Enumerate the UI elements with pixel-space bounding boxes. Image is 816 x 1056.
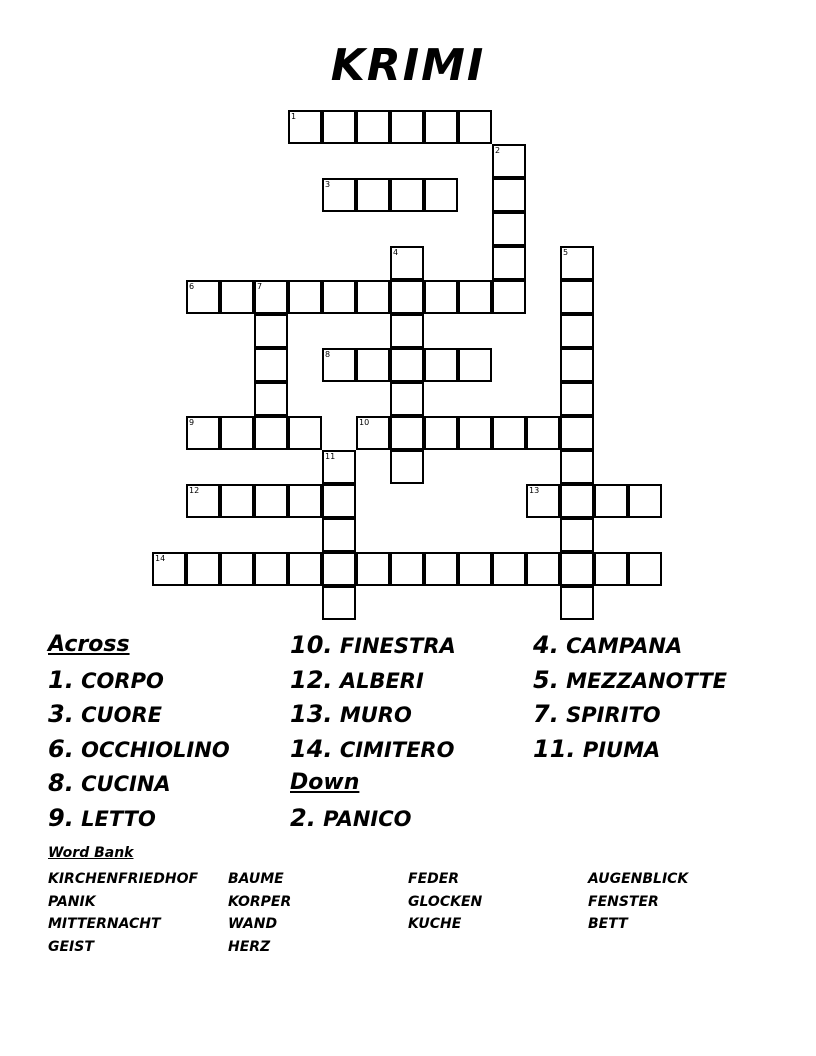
crossword-cell[interactable] bbox=[526, 552, 560, 586]
word-bank-item: GEIST bbox=[48, 938, 94, 955]
clue-item-text: OCCHIOLINO bbox=[73, 737, 230, 762]
crossword-cell[interactable] bbox=[424, 178, 458, 212]
clue-item bbox=[48, 766, 230, 801]
crossword-cell[interactable] bbox=[628, 552, 662, 586]
crossword-cell[interactable] bbox=[322, 348, 356, 382]
word-bank-column bbox=[408, 868, 482, 936]
crossword-cell[interactable] bbox=[322, 110, 356, 144]
crossword-cell[interactable] bbox=[560, 416, 594, 450]
clue-item-number: 13. bbox=[290, 700, 333, 728]
crossword-cell[interactable] bbox=[390, 382, 424, 416]
clues-column-1 bbox=[48, 628, 230, 835]
crossword-cell[interactable] bbox=[492, 280, 526, 314]
crossword-cell[interactable] bbox=[560, 586, 594, 620]
word-bank-item: MITTERNACHT bbox=[48, 916, 161, 932]
crossword-cell[interactable] bbox=[220, 280, 254, 314]
crossword-cell[interactable] bbox=[288, 110, 322, 144]
crossword-cell[interactable] bbox=[560, 450, 594, 484]
crossword-cell[interactable] bbox=[390, 348, 424, 382]
word-bank-item: HERZ bbox=[228, 938, 271, 955]
crossword-cell[interactable] bbox=[560, 280, 594, 314]
clue-item-text: MURO bbox=[332, 703, 412, 727]
crossword-cell[interactable] bbox=[356, 552, 390, 586]
crossword-cell[interactable] bbox=[254, 382, 288, 416]
clue-item-number: 3. bbox=[48, 700, 74, 728]
crossword-cell[interactable] bbox=[254, 416, 288, 450]
clue-item-number: 4. bbox=[533, 631, 559, 659]
clue-number: 9 bbox=[189, 418, 195, 427]
crossword-cell[interactable] bbox=[492, 212, 526, 246]
clue-item bbox=[290, 801, 456, 836]
crossword-cell[interactable] bbox=[254, 348, 288, 382]
word-bank-item: WAND bbox=[228, 916, 278, 932]
crossword-cell[interactable] bbox=[390, 552, 424, 586]
clue-item-text: MEZZANOTTE bbox=[558, 668, 727, 693]
crossword-cell[interactable] bbox=[526, 484, 560, 518]
clue-number: 1 bbox=[291, 112, 297, 121]
word-bank-item: FENSTER bbox=[588, 893, 659, 910]
clue-item bbox=[290, 697, 456, 732]
clue-item-number: 11. bbox=[533, 734, 576, 763]
clue-item bbox=[533, 697, 727, 732]
clue-number: 11 bbox=[325, 452, 336, 461]
clue-item-text: PIUMA bbox=[575, 737, 661, 762]
clue-number: 14 bbox=[155, 554, 166, 563]
crossword-cell[interactable] bbox=[390, 280, 424, 314]
clue-item bbox=[48, 663, 230, 698]
clue-item-text: PANICO bbox=[315, 806, 412, 831]
crossword-cell[interactable] bbox=[322, 518, 356, 552]
crossword-cell[interactable] bbox=[424, 416, 458, 450]
crossword-cell[interactable] bbox=[458, 348, 492, 382]
crossword-cell[interactable] bbox=[492, 246, 526, 280]
crossword-cell[interactable] bbox=[322, 450, 356, 484]
crossword-cell[interactable] bbox=[288, 416, 322, 450]
crossword-cell[interactable] bbox=[424, 348, 458, 382]
crossword-cell[interactable] bbox=[254, 552, 288, 586]
clue-item bbox=[533, 663, 727, 698]
clue-number: 12 bbox=[189, 486, 200, 495]
clue-heading: Across bbox=[48, 632, 130, 657]
crossword-cell[interactable] bbox=[186, 280, 220, 314]
crossword-cell[interactable] bbox=[390, 450, 424, 484]
crossword-cell[interactable] bbox=[560, 348, 594, 382]
word-bank-item: AUGENBLICK bbox=[588, 871, 689, 887]
crossword-cell[interactable] bbox=[356, 416, 390, 450]
crossword-cell[interactable] bbox=[356, 110, 390, 144]
clue-item bbox=[48, 801, 230, 836]
clue-item-text: SPIRITO bbox=[558, 703, 661, 727]
word-bank-item: FEDER bbox=[408, 871, 460, 887]
clue-item-text: CAMPANA bbox=[558, 634, 683, 658]
word-bank-item: KORPER bbox=[228, 893, 292, 910]
word-bank-item: PANIK bbox=[48, 893, 96, 910]
crossword-cell[interactable] bbox=[526, 416, 560, 450]
word-bank-column bbox=[588, 868, 688, 936]
clue-item-text: CUCINA bbox=[73, 772, 171, 796]
clues-column-2 bbox=[290, 628, 456, 835]
clue-number: 10 bbox=[359, 418, 370, 427]
crossword-cell[interactable] bbox=[594, 552, 628, 586]
clue-item bbox=[290, 628, 456, 663]
clue-number: 4 bbox=[393, 248, 399, 257]
crossword-cell[interactable] bbox=[322, 280, 356, 314]
clue-item-number: 14. bbox=[290, 734, 333, 763]
crossword-cell[interactable] bbox=[220, 552, 254, 586]
crossword-cell[interactable] bbox=[492, 552, 526, 586]
crossword-cell[interactable] bbox=[288, 280, 322, 314]
crossword-cell[interactable] bbox=[458, 110, 492, 144]
clue-item bbox=[290, 663, 456, 698]
crossword-cell[interactable] bbox=[560, 382, 594, 416]
crossword-cell[interactable] bbox=[186, 484, 220, 518]
clue-item-text: ALBERI bbox=[332, 668, 424, 693]
crossword-cell[interactable] bbox=[424, 552, 458, 586]
word-bank-item: KUCHE bbox=[408, 916, 462, 932]
crossword-cell[interactable] bbox=[594, 484, 628, 518]
crossword-cell[interactable] bbox=[492, 416, 526, 450]
clue-number: 6 bbox=[189, 282, 195, 291]
crossword-cell[interactable] bbox=[560, 552, 594, 586]
clue-item bbox=[533, 628, 727, 663]
crossword-cell[interactable] bbox=[254, 280, 288, 314]
clue-item-number: 7. bbox=[533, 700, 559, 728]
crossword-cell[interactable] bbox=[356, 178, 390, 212]
crossword-cell[interactable] bbox=[186, 552, 220, 586]
clue-item-text: FINESTRA bbox=[332, 634, 456, 658]
clue-item-number: 10. bbox=[290, 631, 333, 659]
word-bank-column bbox=[228, 868, 291, 958]
clue-item-text: CIMITERO bbox=[332, 737, 455, 762]
word-bank-column bbox=[48, 868, 198, 958]
crossword-cell[interactable] bbox=[560, 314, 594, 348]
crossword-cell[interactable] bbox=[356, 348, 390, 382]
crossword-cell[interactable] bbox=[424, 110, 458, 144]
word-bank-item: BAUME bbox=[228, 871, 284, 887]
clue-item bbox=[290, 732, 456, 767]
puzzle-title: KRIMI bbox=[330, 40, 486, 91]
clue-number: 8 bbox=[325, 350, 331, 359]
crossword-cell[interactable] bbox=[322, 178, 356, 212]
crossword-cell[interactable] bbox=[254, 314, 288, 348]
crossword-cell[interactable] bbox=[458, 280, 492, 314]
clue-item-number: 2. bbox=[290, 803, 316, 832]
clue-heading: Down bbox=[290, 770, 360, 795]
crossword-cell[interactable] bbox=[492, 178, 526, 212]
crossword-cell[interactable] bbox=[424, 280, 458, 314]
crossword-cell[interactable] bbox=[254, 484, 288, 518]
clue-item-text: CUORE bbox=[73, 703, 162, 727]
crossword-cell[interactable] bbox=[152, 552, 186, 586]
crossword-cell[interactable] bbox=[288, 484, 322, 518]
word-bank-item: KIRCHENFRIEDHOF bbox=[48, 871, 199, 887]
clue-item-number: 6. bbox=[48, 734, 74, 763]
crossword-cell[interactable] bbox=[322, 484, 356, 518]
clue-item-number: 1. bbox=[48, 665, 74, 694]
clue-item bbox=[48, 732, 230, 767]
clue-number: 7 bbox=[257, 282, 263, 291]
clues-column-3 bbox=[533, 628, 727, 766]
clue-item-number: 9. bbox=[48, 803, 74, 832]
clue-number: 5 bbox=[563, 248, 569, 257]
crossword-cell[interactable] bbox=[560, 246, 594, 280]
clue-number: 3 bbox=[325, 180, 331, 189]
crossword-cell[interactable] bbox=[390, 178, 424, 212]
crossword-cell[interactable] bbox=[390, 314, 424, 348]
crossword-cell[interactable] bbox=[220, 416, 254, 450]
crossword-cell[interactable] bbox=[492, 144, 526, 178]
clue-item-number: 12. bbox=[290, 665, 333, 694]
crossword-cell[interactable] bbox=[356, 280, 390, 314]
crossword-cell[interactable] bbox=[322, 586, 356, 620]
clue-item-number: 5. bbox=[533, 665, 559, 694]
crossword-cell[interactable] bbox=[220, 484, 254, 518]
crossword-cell[interactable] bbox=[560, 484, 594, 518]
clue-item-text: CORPO bbox=[73, 668, 164, 693]
crossword-cell[interactable] bbox=[458, 416, 492, 450]
crossword-cell[interactable] bbox=[186, 416, 220, 450]
clue-number: 2 bbox=[495, 146, 501, 155]
clue-item bbox=[533, 732, 727, 767]
crossword-cell[interactable] bbox=[390, 110, 424, 144]
crossword-cell[interactable] bbox=[390, 246, 424, 280]
word-bank-item: BETT bbox=[588, 916, 628, 932]
clue-number: 13 bbox=[529, 486, 540, 495]
clue-item bbox=[48, 697, 230, 732]
clue-item-number: 8. bbox=[48, 769, 74, 797]
clue-item-text: LETTO bbox=[73, 806, 156, 831]
crossword-cell[interactable] bbox=[390, 416, 424, 450]
crossword-cell[interactable] bbox=[560, 518, 594, 552]
crossword-cell[interactable] bbox=[288, 552, 322, 586]
crossword-cell[interactable] bbox=[458, 552, 492, 586]
word-bank-item: GLOCKEN bbox=[408, 893, 483, 910]
crossword-cell[interactable] bbox=[322, 552, 356, 586]
word-bank-title: Word Bank bbox=[48, 845, 134, 861]
crossword-cell[interactable] bbox=[628, 484, 662, 518]
